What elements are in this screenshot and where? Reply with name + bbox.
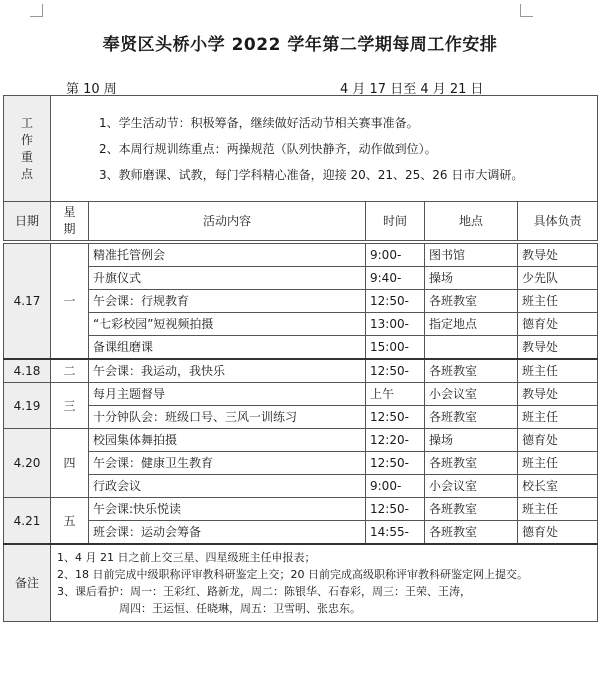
- note-item: 1、4 月 21 日之前上交三星、四星级班主任申报表；: [57, 551, 316, 564]
- owner-cell: 班主任: [518, 452, 598, 475]
- activity-cell: 每月主题督导: [89, 383, 366, 406]
- activity-cell: 班会课：运动会筹备: [89, 521, 366, 545]
- day-date: 4.20: [4, 429, 51, 498]
- focus-content-cell: [51, 96, 598, 202]
- schedule-table: [3, 95, 598, 622]
- table-row: [4, 336, 598, 360]
- table-row: [4, 313, 598, 336]
- focus-label-cell: [4, 96, 51, 202]
- owner-cell: 德育处: [518, 429, 598, 452]
- day-date: 4.21: [4, 498, 51, 545]
- time-cell: 上午: [366, 383, 425, 406]
- owner-cell: 班主任: [518, 359, 598, 383]
- day-weekday: 二: [51, 359, 89, 383]
- document-title: 奉贤区头桥小学 2022 学年第二学期每周工作安排: [102, 35, 498, 55]
- table-row: [4, 244, 598, 267]
- time-cell: 13:00-: [366, 313, 425, 336]
- time-cell: 12:50-: [366, 359, 425, 383]
- header-row: [4, 202, 598, 241]
- day-date: 4.18: [4, 359, 51, 383]
- header-activity: 活动内容: [89, 202, 366, 241]
- header-weekday: 星期: [63, 205, 76, 236]
- table-row: [4, 452, 598, 475]
- activity-cell: 午会课：我运动，我快乐: [89, 359, 366, 383]
- place-cell: 各班教室: [425, 521, 518, 545]
- place-cell: 各班教室: [425, 498, 518, 521]
- activity-cell: 午会课：健康卫生教育: [89, 452, 366, 475]
- place-cell: [425, 336, 518, 360]
- time-cell: 15:00-: [366, 336, 425, 360]
- activity-cell: 升旗仪式: [89, 267, 366, 290]
- table-row: [4, 359, 598, 383]
- day-date: 4.19: [4, 383, 51, 429]
- time-cell: 12:50-: [366, 452, 425, 475]
- page-corner-mark-left: [30, 4, 43, 17]
- table-row: [4, 383, 598, 406]
- owner-cell: 德育处: [518, 313, 598, 336]
- place-cell: 各班教室: [425, 406, 518, 429]
- time-cell: 9:40-: [366, 267, 425, 290]
- owner-cell: 教导处: [518, 336, 598, 360]
- time-cell: 12:20-: [366, 429, 425, 452]
- date-range: 4 月 17 日至 4 月 21 日: [340, 82, 484, 97]
- time-cell: 9:00-: [366, 475, 425, 498]
- header-owner: 具体负责: [518, 202, 598, 241]
- activity-cell: 午会课：行规教育: [89, 290, 366, 313]
- time-cell: 9:00-: [366, 244, 425, 267]
- time-cell: 14:55-: [366, 521, 425, 545]
- header-weekday-cell: [51, 202, 89, 241]
- focus-item: 2、本周行规训练重点：两操规范（队列快静齐，动作做到位）。: [99, 141, 437, 156]
- day-weekday: 一: [51, 244, 89, 360]
- day-date: 4.17: [4, 244, 51, 360]
- time-cell: 12:50-: [366, 290, 425, 313]
- time-cell: 12:50-: [366, 498, 425, 521]
- owner-cell: 校长室: [518, 475, 598, 498]
- activity-cell: 校园集体舞拍摄: [89, 429, 366, 452]
- place-cell: 各班教室: [425, 290, 518, 313]
- focus-row: [4, 96, 598, 202]
- place-cell: 各班教室: [425, 359, 518, 383]
- activity-cell: 行政会议: [89, 475, 366, 498]
- day-weekday: 四: [51, 429, 89, 498]
- owner-cell: 班主任: [518, 406, 598, 429]
- owner-cell: 德育处: [518, 521, 598, 545]
- owner-cell: 少先队: [518, 267, 598, 290]
- notes-label: 备注: [4, 544, 51, 622]
- place-cell: 各班教室: [425, 452, 518, 475]
- day-weekday: 三: [51, 383, 89, 429]
- place-cell: 指定地点: [425, 313, 518, 336]
- focus-item: 3、教师磨课、试教，每门学科精心准备，迎接 20、21、25、26 日市大调研。: [99, 167, 524, 182]
- activity-cell: 午会课:快乐悦读: [89, 498, 366, 521]
- table-row: [4, 406, 598, 429]
- time-cell: 12:50-: [366, 406, 425, 429]
- owner-cell: 班主任: [518, 498, 598, 521]
- focus-label: 工作重点: [20, 115, 33, 181]
- note-item: 3、课后看护：周一：王彩红、路新龙，周二：陈银华、石春彩，周三：王荣、王涛，: [57, 585, 471, 598]
- activity-cell: 精准托管例会: [89, 244, 366, 267]
- table-row: [4, 290, 598, 313]
- activity-cell: 十分钟队会：班级口号、三风一训练习: [89, 406, 366, 429]
- place-cell: 小会议室: [425, 475, 518, 498]
- table-row: [4, 521, 598, 545]
- table-row: [4, 429, 598, 452]
- table-row: [4, 267, 598, 290]
- notes-row: [4, 544, 598, 622]
- page-corner-mark-right: [520, 4, 533, 17]
- note-item: 2、18 日前完成中级职称评审教科研鉴定上交；20 日前完成高级职称评审教科研鉴定网上提交。: [57, 568, 528, 581]
- header-time: 时间: [366, 202, 425, 241]
- activity-cell: 备课组磨课: [89, 336, 366, 360]
- table-row: [4, 475, 598, 498]
- table-row: [4, 498, 598, 521]
- header-place: 地点: [425, 202, 518, 241]
- day-weekday: 五: [51, 498, 89, 545]
- owner-cell: 班主任: [518, 290, 598, 313]
- owner-cell: 教导处: [518, 244, 598, 267]
- focus-item: 1、学生活动节：积极筹备，继续做好活动节相关赛事准备。: [99, 115, 419, 130]
- activity-cell: “七彩校园”短视频拍摄: [89, 313, 366, 336]
- note-item: 周四：王运恒、任晓琳，周五：卫雪明、张忠东。: [119, 602, 361, 615]
- notes-content-cell: [51, 544, 598, 622]
- week-label: 第 10 周: [66, 82, 117, 97]
- place-cell: 小会议室: [425, 383, 518, 406]
- place-cell: 操场: [425, 429, 518, 452]
- place-cell: 操场: [425, 267, 518, 290]
- owner-cell: 教导处: [518, 383, 598, 406]
- place-cell: 图书馆: [425, 244, 518, 267]
- header-date: 日期: [4, 202, 51, 241]
